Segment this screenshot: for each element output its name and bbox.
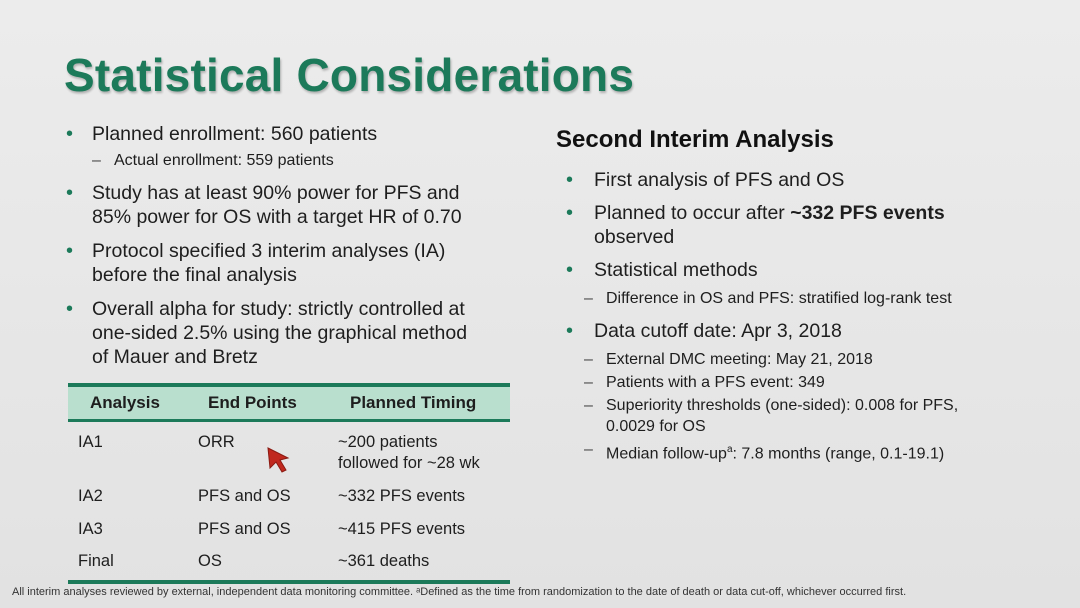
section-heading: Second Interim Analysis <box>556 126 834 153</box>
footnote-marker: a <box>726 444 733 455</box>
bullet-text-line2: before the final analysis <box>92 264 297 286</box>
footnote: All interim analyses reviewed by external, independent data monitoring committee. ᵃDefined as the time from randomization to the date of death or data cut-off, whichever occurred first. <box>12 586 907 598</box>
table-row <box>68 519 510 544</box>
bullet-alpha <box>64 297 524 369</box>
cell-timing-line1: ~200 patients <box>338 433 438 451</box>
sub-bullet-median-follow-up <box>556 439 1056 464</box>
header-end-points: End Points <box>208 393 297 412</box>
bullet-interim-analyses <box>64 239 524 287</box>
sub-bullet-text: Patients with a PFS event: 349 <box>606 374 825 391</box>
bullet-text-line2: one-sided 2.5% using the graphical method <box>92 322 468 344</box>
sub-bullet-actual-enrollment <box>64 150 524 171</box>
table-bottom-rule <box>68 580 510 584</box>
sub-bullet-text: Actual enrollment: 559 patients <box>114 152 334 169</box>
sub-bullet-text-line2: 0.0029 for OS <box>606 418 706 435</box>
analysis-table <box>68 383 510 584</box>
bullet-text-line1: Study has at least 90% power for PFS and <box>92 182 460 204</box>
bullet-text-pre: Planned to occur after <box>594 202 791 224</box>
bullet-text-bold: ~332 PFS events <box>790 202 945 224</box>
table-header-rule <box>68 419 510 422</box>
sub-bullet-pfs-events <box>556 372 1056 393</box>
sub-bullet-superiority <box>556 395 1056 437</box>
cell-timing: ~361 deaths <box>338 552 430 570</box>
bullet-text-line1: Overall alpha for study: strictly controlled at <box>92 298 465 320</box>
table-header-row <box>68 387 510 419</box>
bullet-planned-occur <box>556 201 1056 249</box>
header-planned-timing: Planned Timing <box>350 393 477 412</box>
cell-timing-line2: followed for ~28 wk <box>338 454 480 472</box>
bullet-enrollment <box>64 122 524 146</box>
left-column <box>64 122 524 379</box>
slide-title: Statistical Considerations <box>64 49 635 101</box>
bullet-text: Planned enrollment: 560 patients <box>92 123 378 145</box>
table-row <box>68 486 510 511</box>
bullet-text-line3: of Mauer and Bretz <box>92 346 258 368</box>
sub-bullet-text-post: : 7.8 months (range, 0.1-19.1) <box>732 445 945 463</box>
sub-bullet-text-line1: Superiority thresholds (one-sided): 0.008 for PFS, <box>606 397 959 414</box>
bullet-text-line1: Protocol specified 3 interim analyses (IA) <box>92 240 446 262</box>
sub-bullet-dmc-meeting <box>556 349 1056 370</box>
right-column <box>556 126 1056 469</box>
mouse-cursor-icon <box>264 444 294 474</box>
bullet-first-analysis <box>556 168 1056 192</box>
sub-bullet-log-rank <box>556 288 1056 309</box>
table-row <box>68 551 510 574</box>
sub-bullet-text: External DMC meeting: May 21, 2018 <box>606 351 873 368</box>
bullet-data-cutoff <box>556 319 1056 343</box>
cell-timing <box>338 432 510 478</box>
cell-analysis: IA2 <box>78 487 103 505</box>
bullet-text: Statistical methods <box>594 259 758 281</box>
cell-timing: ~332 PFS events <box>338 487 466 505</box>
cell-end-points: OS <box>198 552 222 570</box>
bullet-text-line2: observed <box>594 226 675 248</box>
cell-analysis: IA1 <box>78 433 103 451</box>
cell-end-points: PFS and OS <box>198 520 291 538</box>
cell-analysis: IA3 <box>78 520 103 538</box>
header-analysis: Analysis <box>90 393 160 412</box>
bullet-statistical-methods <box>556 258 1056 282</box>
cell-timing: ~415 PFS events <box>338 520 466 538</box>
cell-end-points: ORR <box>198 433 235 451</box>
bullet-power <box>64 181 524 229</box>
cell-analysis: Final <box>78 552 114 570</box>
cell-end-points: PFS and OS <box>198 487 291 505</box>
sub-bullet-text: Difference in OS and PFS: stratified log-rank test <box>606 290 952 307</box>
bullet-text: Data cutoff date: Apr 3, 2018 <box>594 320 842 342</box>
bullet-text-line2: 85% power for OS with a target HR of 0.70 <box>92 206 462 228</box>
bullet-text: First analysis of PFS and OS <box>594 169 845 191</box>
sub-bullet-text-pre: Median follow-up <box>606 445 727 463</box>
